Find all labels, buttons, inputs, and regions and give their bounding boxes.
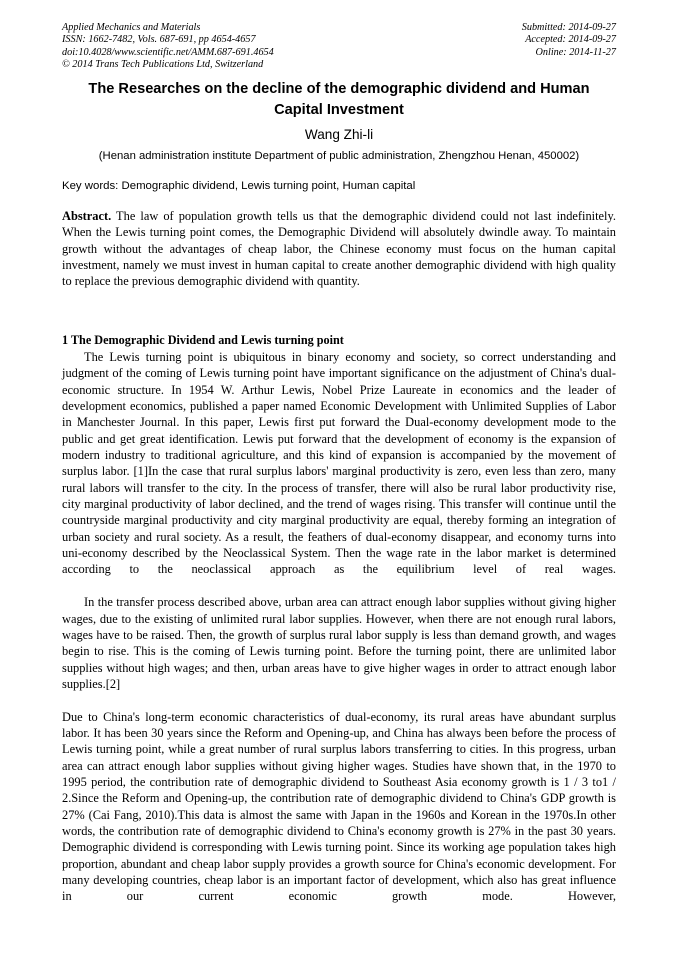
abstract-text: The law of population growth tells us that the demographic dividend could not last indefinitely. When the Lewis turning point comes, the Demographic Dividend will absolutely dwindle away. To maintain growth without the advantages of cheap labor, the Chinese economy must focus on the human capital investment, namely we must invest in human capital to create another demographic dividend with high quality to replace the previous demographic dividend with quantity.: [62, 209, 616, 289]
author-name: Wang Zhi-li: [304, 127, 374, 142]
body-text-column: [62, 349, 616, 921]
section-heading-1: 1 The Demographic Dividend and Lewis turning point: [62, 333, 344, 347]
abstract-label: Abstract.: [62, 209, 112, 223]
abstract-section: [62, 208, 616, 289]
body-paragraph: Due to China's long-term economic characteristics of dual-economy, its rural areas have abundant surplus labor. It has been 30 years since the Reform and Opening-up, and China has always been before the process of Lewis turning point, while a great number of rural surplus labors transferring to cities. In this progress, urban area can attract enough labor supplies without giving higher wages. Studies have shown that, in the 1970 to 1995 period, the contribution rate of demographic dividend to Southeast Asia economy growth is 1 / 3 to1 / 2.Since the Reform and Opening-up, the contribution rate of demographic dividend to China's GDP growth is 27% (Cai Fang, 2010).This data is almost the same with Japan in the 1960s and Korean in the 1970s.In other words, the contribution rate of demographic dividend to China's economy growth is 27% in the past 30 years. Demographic dividend is corresponding with Lewis turning point. Since its working age population takes high proportion, abundant and cheap labor supply provides a growth source for China's economic development. For many developing countries, cheap labor is an important factor of development, which also has great influence in our current economic growth mode. However,: [62, 709, 616, 904]
accepted-date: Accepted: 2014-09-27: [525, 34, 616, 46]
paper-title: The Researches on the decline of the demographic dividend and Human Capital Investment: [88, 81, 590, 118]
journal-copyright: © 2014 Trans Tech Publications Ltd, Switzerland: [62, 59, 264, 71]
journal-header: [62, 22, 616, 72]
body-paragraph: The Lewis turning point is ubiquitous in binary economy and society, so correct understanding and judgment of the coming of Lewis turning point have important significance on the adjustment of China's dual-economic structure. In 1954 W. Arthur Lewis, Nobel Prize Laureate in economics and the leader of development economics, published a paper named Economic Development with Unlimited Supplies of Labor in Manchester Journal. In this paper, Lewis first put forward the Dual-economy development mode to the public and get great identification. Lewis put forward that the development of economy is the expansion of modern industry to traditional agriculture, and this kind of expansion is accompanied by the movement of surplus labor. [1]In the case that rural surplus labors' marginal productivity is zero, even less than zero, many rural labors will transfer to the city. In the process of transfer, there will also be rural labor productivity rise, city marginal productivity of labor declined, and the trend of wages rising. This transfer will continue until the countryside marginal productivity and city marginal productivity are equal, thereby forming an integration of urban society and rural society. As a result, the feathers of dual-economy disappear, and economy turns into uni-economy described by the Neoclassical System. Then the wage rate in the labor market is determined according to the neoclassical approach as the equilibrium level of real wages.: [62, 350, 616, 577]
journal-doi: doi:10.4028/www.scientific.net/AMM.687-691.4654: [62, 46, 274, 58]
online-date: Online: 2014-11-27: [535, 46, 616, 58]
submitted-date: Submitted: 2014-09-27: [521, 22, 616, 33]
journal-name: Applied Mechanics and Materials: [62, 22, 201, 33]
body-paragraph: In the transfer process described above, urban area can attract enough labor supplies without giving higher wages, due to the existing of unlimited rural labor supplies. However, when there are not enough rural labors, wages have to be raised. Then, the growth of surplus rural labor supply is less than demand growth, and wages begin to rise. This is the coming of Lewis turning point. Before the turning point, there are unlimited labor supplies without high wages; and then, urban areas have to give higher wages in order to attract enough labor supplies.[2]: [62, 595, 616, 691]
journal-header-right: [522, 22, 616, 59]
journal-issn-volume: ISSN: 1662-7482, Vols. 687-691, pp 4654-4657: [62, 34, 256, 46]
keywords-line: Key words: Demographic dividend, Lewis turning point, Human capital: [62, 180, 416, 192]
author-affiliation: (Henan administration institute Department of public administration, Zhengzhou Henan, 450002): [98, 150, 580, 162]
journal-header-left: [62, 22, 274, 72]
